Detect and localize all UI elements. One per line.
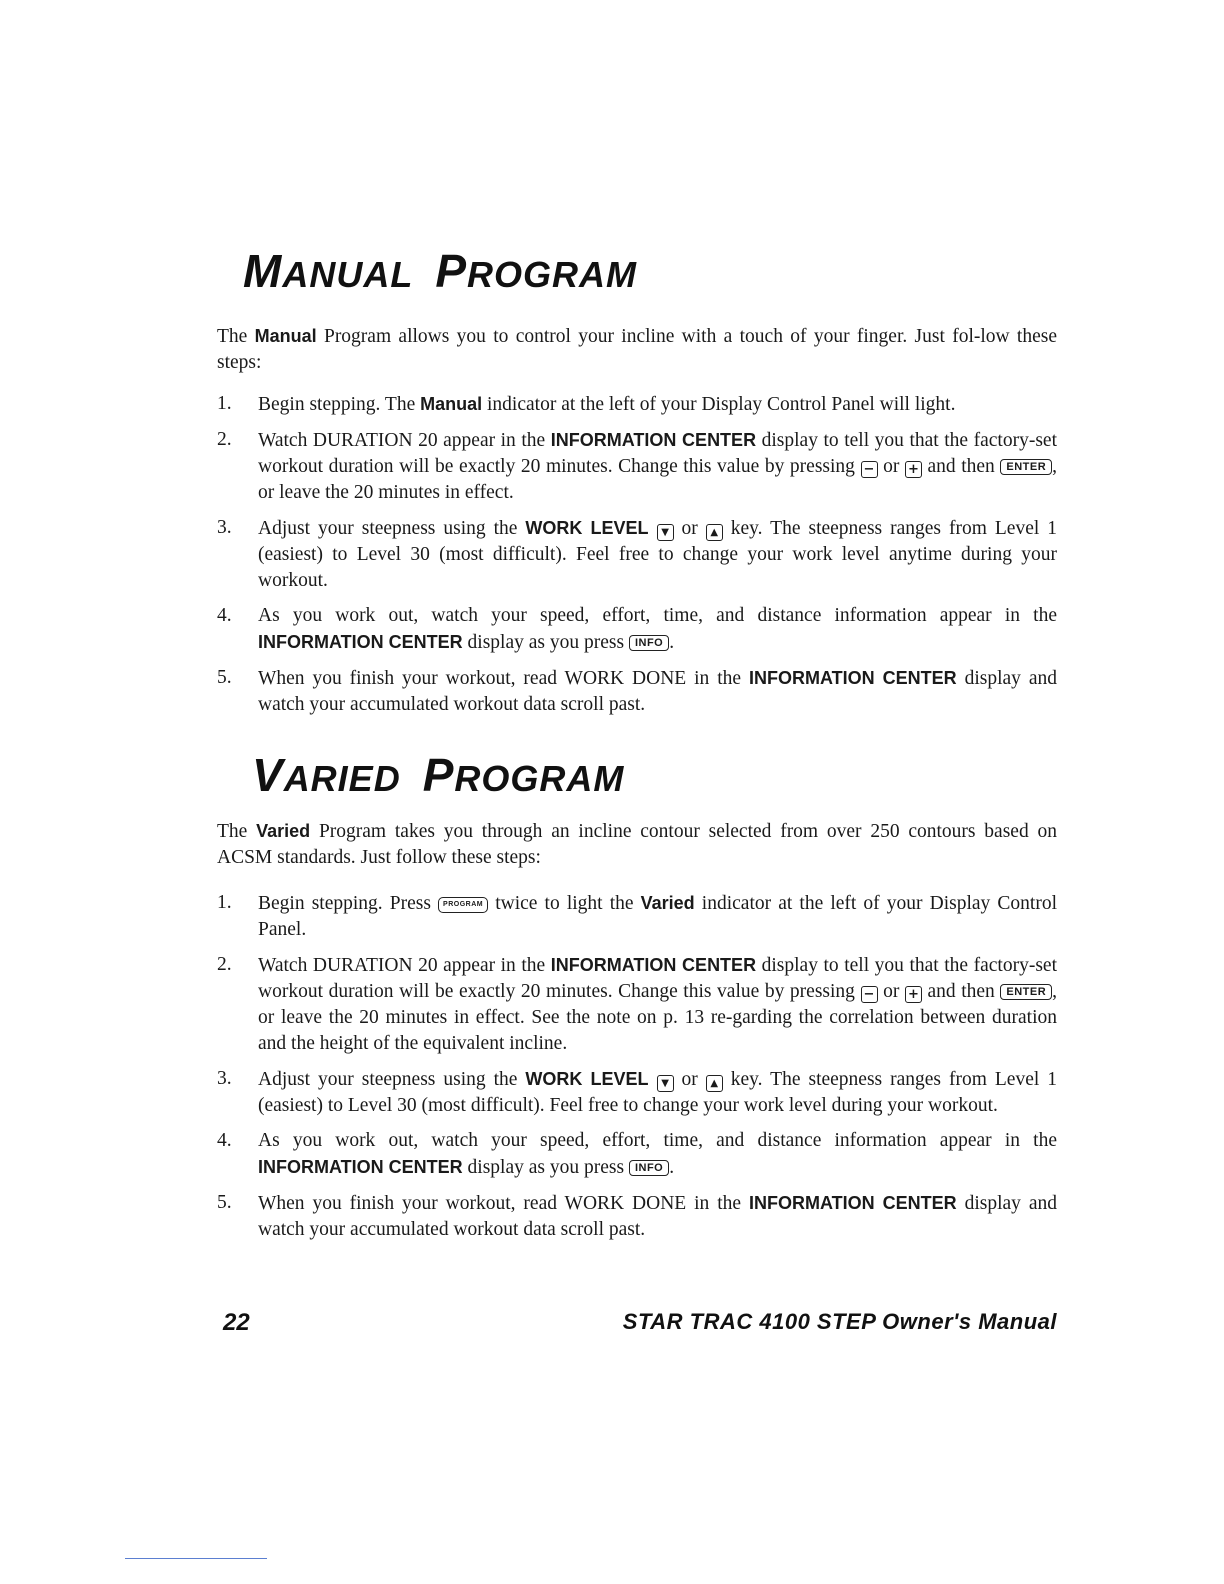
varied-steps-list xyxy=(217,890,1057,1252)
enter-key-icon: ENTER xyxy=(1000,459,1052,475)
list-item: 2. Watch DURATION 20 appear in the INFORMATION CENTER display to tell you that the factory-set workout duration will be exactly 20 minutes. Change this value by pressing − or + and then ENTER , or leave the 20 minutes in effect. See the note on p. 13 re-garding the correlation between duration and the height of the equivalent incline. xyxy=(217,954,1058,1054)
list-item: 1. Begin stepping. The Manual indicator at the left of your Display Control Panel will light. xyxy=(217,393,956,415)
program-key-icon: PROGRAM xyxy=(438,897,488,913)
manual-steps-list xyxy=(217,391,1057,727)
list-item: 3. Adjust your steepness using the WORK LEVEL ▼ or ▲ key. The steepness ranges from Level 1 (easiest) to Level 30 (most difficult). Feel free to change your work level anytime during your workout. xyxy=(217,517,1058,591)
plus-key-icon: + xyxy=(905,986,922,1003)
list-item: 4. As you work out, watch your speed, effort, time, and distance information appear in the INFORMATION CENTER display as you press INFO . xyxy=(217,605,1057,653)
list-item: 5. When you finish your workout, read WORK DONE in the INFORMATION CENTER display and watch your accumulated workout data scroll past. xyxy=(217,667,1057,715)
enter-key-icon: ENTER xyxy=(1000,984,1052,1000)
page-number: 22 xyxy=(223,1309,250,1336)
manual-program-heading: MANUAL PROGRAM xyxy=(243,245,638,297)
list-item: 5. When you finish your workout, read WORK DONE in the INFORMATION CENTER display and watch your accumulated workout data scroll past. xyxy=(217,1192,1057,1240)
info-key-icon: INFO xyxy=(629,635,669,651)
plus-key-icon: + xyxy=(905,461,922,478)
divider xyxy=(125,1558,267,1559)
list-item: 2. Watch DURATION 20 appear in the INFORMATION CENTER display to tell you that the factory-set workout duration will be exactly 20 minutes. Change this value by pressing − or + and then ENTER , or leave the 20 minutes in effect. xyxy=(217,429,1058,503)
manual-intro-paragraph: The Manual Program allows you to control your incline with a touch of your finger. Just fol-low these steps: xyxy=(217,326,1057,373)
up-arrow-key-icon: ▲ xyxy=(706,524,723,541)
minus-key-icon: − xyxy=(861,461,878,478)
list-item: 4. As you work out, watch your speed, effort, time, and distance information appear in the INFORMATION CENTER display as you press INFO . xyxy=(217,1130,1057,1178)
down-arrow-key-icon: ▼ xyxy=(657,1075,674,1092)
down-arrow-key-icon: ▼ xyxy=(657,524,674,541)
varied-intro-paragraph: The Varied Program takes you through an incline contour selected from over 250 contours based on ACSM standards. Just follow these steps: xyxy=(217,821,1057,868)
varied-program-heading: VARIED PROGRAM xyxy=(252,749,625,801)
info-key-icon: INFO xyxy=(629,1160,669,1176)
up-arrow-key-icon: ▲ xyxy=(706,1075,723,1092)
list-item: 3. Adjust your steepness using the WORK LEVEL ▼ or ▲ key. The steepness ranges from Level 1 (easiest) to Level 30 (most difficult). Feel free to change your work level during your workout. xyxy=(217,1068,1058,1116)
footer-title: STAR TRAC 4100 STEP Owner's Manual xyxy=(622,1309,1057,1334)
minus-key-icon: − xyxy=(861,986,878,1003)
list-item: 1. Begin stepping. Press PROGRAM twice to light the Varied indicator at the left of your Display Control Panel. xyxy=(217,892,1057,940)
